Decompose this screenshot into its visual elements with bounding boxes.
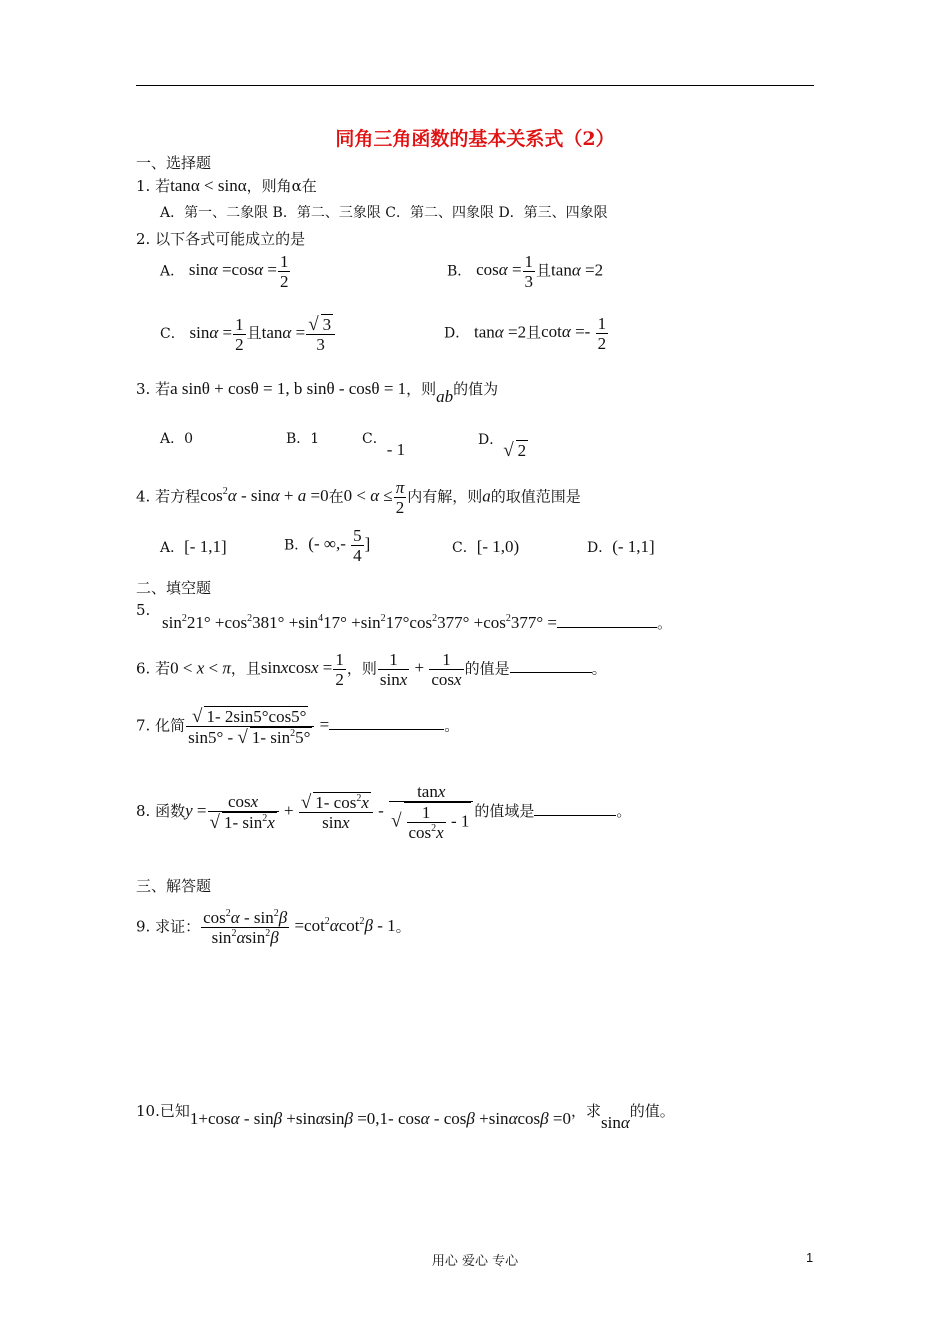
q5-number: 5. (136, 601, 151, 619)
q7-answer-blank[interactable] (329, 729, 444, 730)
q6-answer-blank[interactable] (510, 672, 592, 673)
section-heading-3: 三、解答题 (136, 877, 212, 895)
q3-option-d: D．√ 2 (478, 432, 527, 461)
question-5: $\sin^221^\circ +\cos^2381^\circ +\sin^417^\circ +\sin^217^\circ\cos^2377^\circ +\cos^2377^\circ$ = 。 (162, 613, 673, 632)
q3-option-a: A．0 (160, 431, 194, 447)
q2-option-b: B． cosα = $\frac{1}{3}$ 且tanα =2 (447, 252, 604, 291)
q2-option-c: C． sinα = $\frac{1}{2}$ 且tanα = $\frac{√ 3}{3}$ (160, 314, 336, 354)
page-footer: 用心 爱心 专心 (431, 1254, 519, 1269)
q4-option-d: D．(- 1,1] (587, 537, 655, 556)
q3-option-b: B．1 (286, 431, 320, 447)
q2-option-a: A． sinα =cosα = $\frac{1}{2}$ (160, 252, 289, 291)
question-9: 9. 求证： $\frac{\cos^2\alpha - \sin^2\beta}{\sin^2\alpha\sin^2\beta}$ $=\cot^2\alpha\cot^2\beta - 1$。 (136, 908, 411, 947)
question-6: 6. 若0 < x < π，且sinxcosx = $\frac{1}{2}$ ，则 $\frac{1}{\sin x}$ + $\frac{1}{\cos x}$ 的值是 。 (136, 650, 607, 689)
q2-number: 2. (136, 230, 151, 248)
question-2 (136, 228, 305, 249)
q1-options: A．第一、二象限 B．第二、三象限 C．第二、四象限 D．第三、四象限 (160, 205, 608, 221)
q1-math: tanα < sinα (170, 176, 247, 195)
question-7: 7. 化简 $\frac{√ 1- 2\sin 5^\circ\cos 5^\circ}{\sin 5^\circ - √ 1- \sin^25^\circ}$ = 。 (136, 706, 460, 748)
header-rule (136, 85, 814, 86)
question-3: 3. 若a sinθ + cosθ = 1, b sinθ - cosθ = 1，则ab的值为 (136, 379, 499, 406)
q4-option-b: B．(- ∞,- $\frac{5}{4}$ ] (284, 526, 371, 565)
q1-post: ，则角α在 (246, 177, 317, 195)
q4-option-c: C．[- 1,0) (452, 537, 520, 556)
q3-math: a sinθ + cosθ = 1, b sinθ - cosθ = 1 (170, 379, 407, 398)
q2-text: 以下各式可能成立的是 (155, 230, 306, 248)
page-number: 1 (806, 1250, 814, 1265)
q3-number: 3. (136, 380, 151, 398)
q5-answer-blank[interactable] (557, 627, 657, 628)
question-10: 10.已知1+cosα - sinβ +sinαsinβ =0,1- cosα - cosβ +sinαcosβ =0，求sinα的值。 (136, 1102, 675, 1132)
question-1 (136, 175, 317, 196)
page-title: 同角三角函数的基本关系式（2） (335, 128, 615, 150)
q1-pre: 若 (155, 177, 171, 195)
q1-number: 1. (136, 177, 151, 195)
q2-option-d: D． tanα =2且cotα =- $\frac{1}{2}$ (444, 314, 607, 353)
q3-option-c: C．- 1 (362, 431, 406, 459)
section-heading-2: 二、填空题 (136, 579, 212, 597)
section-heading-1: 一、选择题 (136, 154, 212, 172)
q8-answer-blank[interactable] (534, 815, 616, 816)
q4-option-a: A．[- 1,1] (160, 537, 227, 556)
question-8: 8. 函数y = $\frac{\cos x}{√ 1- \sin^2x}$ + $\frac{√ 1- \cos^2x}{\sin x}$ - tanx √ $\frac{1}{\cos^2x}$ - 1 的值域是 。 (136, 782, 632, 842)
question-4: 4. 若方程$\cos^2\alpha - \sin\alpha + a =0$在0 < α ≤ $\frac{\pi}{2}$ 内有解，则a的取值范围是 (136, 478, 581, 517)
